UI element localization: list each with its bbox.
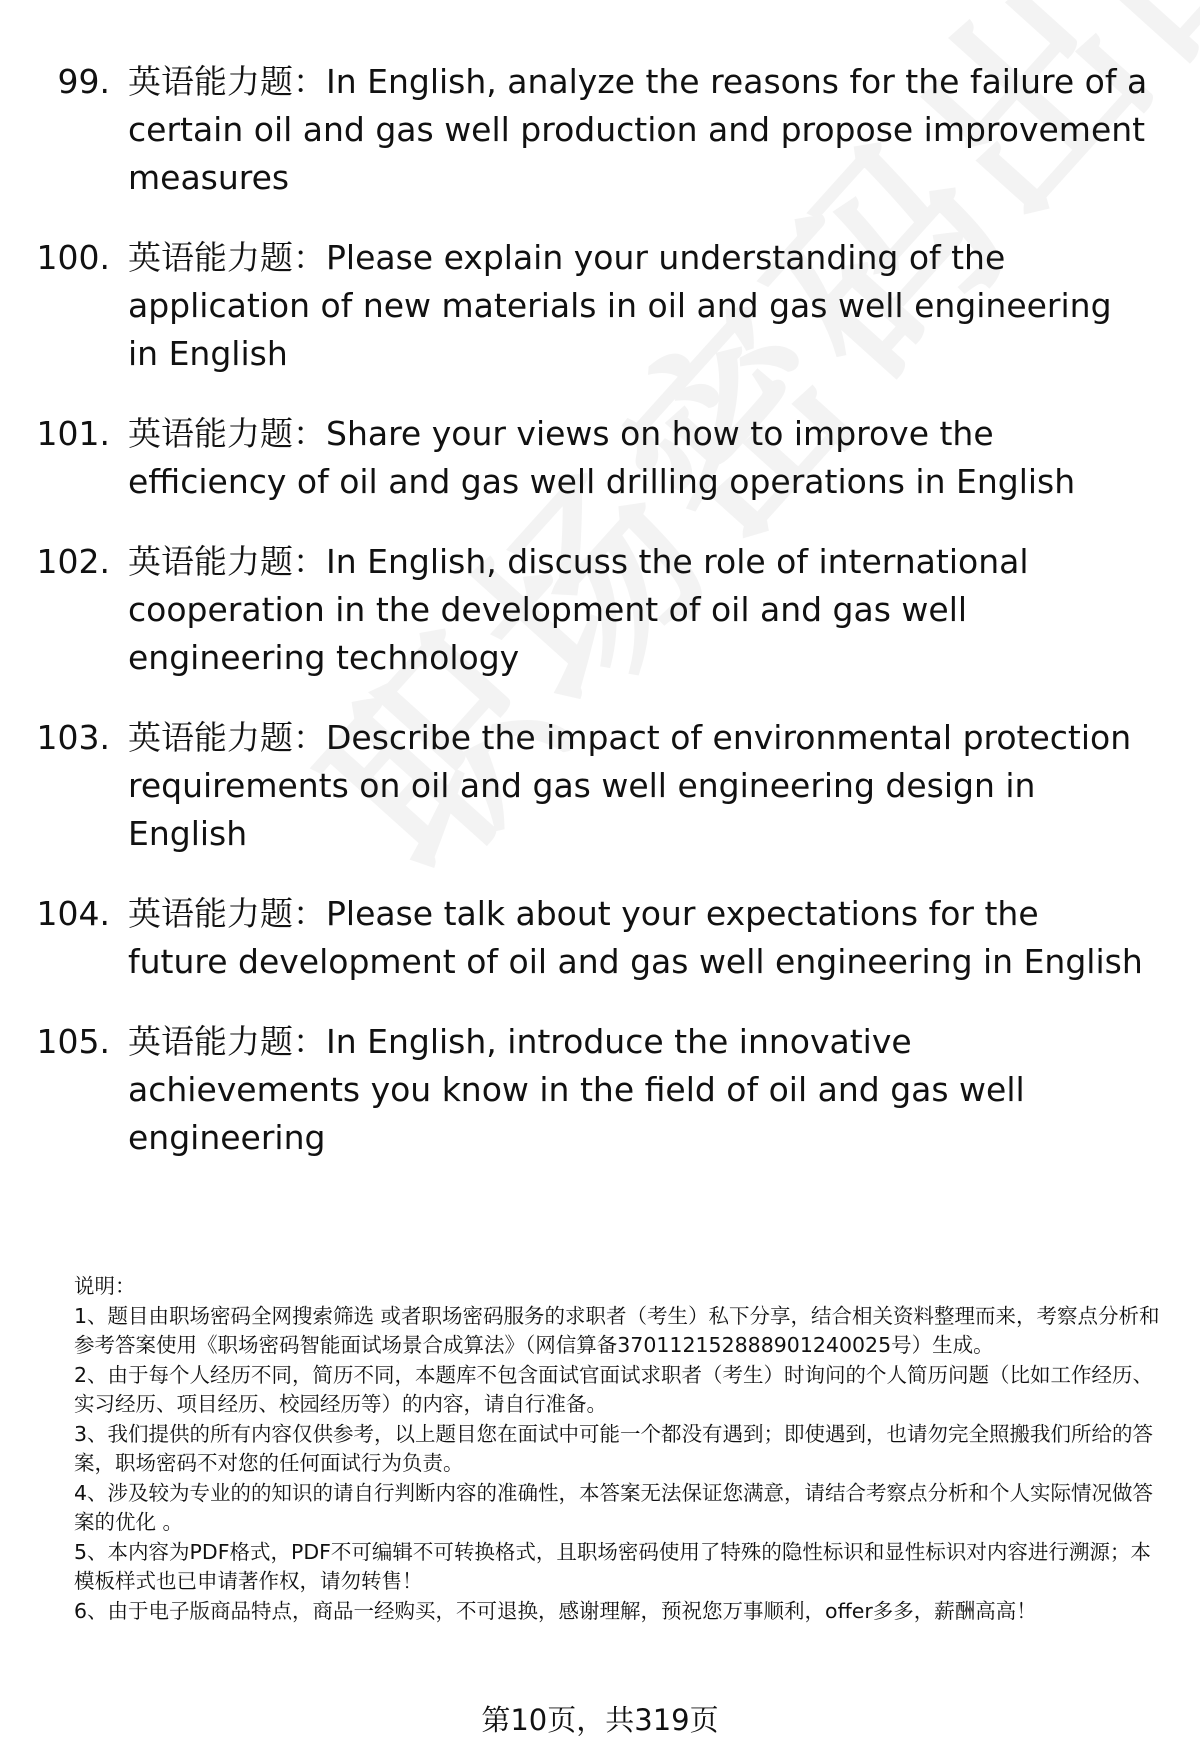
note-item: 5、本内容为PDF格式，PDF不可编辑不可转换格式，且职场密码使用了特殊的隐性标识和显性标识对内容进行溯源；本模板样式也已申请著作权，请勿转售！ (74, 1539, 1151, 1593)
question-text: Describe the impact of environmental protection requirements on oil and gas well engineering design in English (128, 718, 1132, 853)
question-category: 英语能力题： (128, 1022, 326, 1061)
question-number: 101. (36, 414, 110, 453)
question-text: In English, discuss the role of international cooperation in the development of oil and gas well engineering technology (128, 542, 1029, 677)
question-item (0, 1018, 1200, 1162)
question-body (128, 714, 1148, 858)
question-number: 105. (36, 1022, 110, 1061)
note-item: 1、题目由职场密码全网搜索筛选 或者职场密码服务的求职者（考生）私下分享，结合相关资料整理而来，考察点分析和参考答案使用《职场密码智能面试场景合成算法》（网信算备370112152888901240025号）生成。 (74, 1303, 1160, 1357)
note-item: 3、我们提供的所有内容仅供参考，以上题目您在面试中可能一个都没有遇到；即使遇到，也请勿完全照搬我们所给的答案，职场密码不对您的任何面试行为负责。 (74, 1421, 1154, 1475)
question-item (0, 714, 1200, 858)
question-text: Please talk about your expectations for the future development of oil and gas well engineering in English (128, 894, 1143, 981)
question-item (0, 538, 1200, 682)
question-body (128, 410, 1148, 506)
notes-section (74, 1272, 1164, 1626)
question-item (0, 234, 1200, 378)
question-text: In English, analyze the reasons for the failure of a certain oil and gas well production and propose improvement measures (128, 62, 1148, 197)
question-text: Share your views on how to improve the efficiency of oil and gas well drilling operations in English (128, 414, 1076, 501)
page-number: 第10页，共319页 (481, 1703, 719, 1737)
note-item: 6、由于电子版商品特点，商品一经购买，不可退换，感谢理解，预祝您万事顺利，offer多多，薪酬高高！ (74, 1598, 1037, 1623)
question-number: 99. (57, 62, 110, 101)
question-category: 英语能力题： (128, 894, 326, 933)
question-category: 英语能力题： (128, 238, 326, 277)
question-number: 100. (36, 238, 110, 277)
question-category: 英语能力题： (128, 62, 326, 101)
question-number: 104. (36, 894, 110, 933)
question-category: 英语能力题： (128, 718, 326, 757)
question-body (128, 538, 1148, 682)
question-body (128, 234, 1148, 378)
question-text: In English, introduce the innovative achievements you know in the field of oil and gas well engineering (128, 1022, 1025, 1157)
notes-heading: 说明： (74, 1274, 136, 1298)
question-text: Please explain your understanding of the application of new materials in oil and gas well engineering in English (128, 238, 1112, 373)
question-item (0, 58, 1200, 202)
question-body (128, 1018, 1148, 1162)
question-number: 103. (36, 718, 110, 757)
question-item (0, 410, 1200, 506)
question-list (0, 58, 1200, 1194)
question-item (0, 890, 1200, 986)
question-body (128, 890, 1148, 986)
note-item: 2、由于每个人经历不同，简历不同，本题库不包含面试官面试求职者（考生）时询问的个人简历问题（比如工作经历、实习经历、项目经历、校园经历等）的内容，请自行准备。 (74, 1362, 1154, 1416)
question-category: 英语能力题： (128, 542, 326, 581)
question-category: 英语能力题： (128, 414, 326, 453)
question-body (128, 58, 1148, 202)
note-item: 4、涉及较为专业的的知识的请自行判断内容的准确性，本答案无法保证您满意，请结合考察点分析和个人实际情况做答案的优化 。 (74, 1480, 1154, 1534)
question-number: 102. (36, 542, 110, 581)
